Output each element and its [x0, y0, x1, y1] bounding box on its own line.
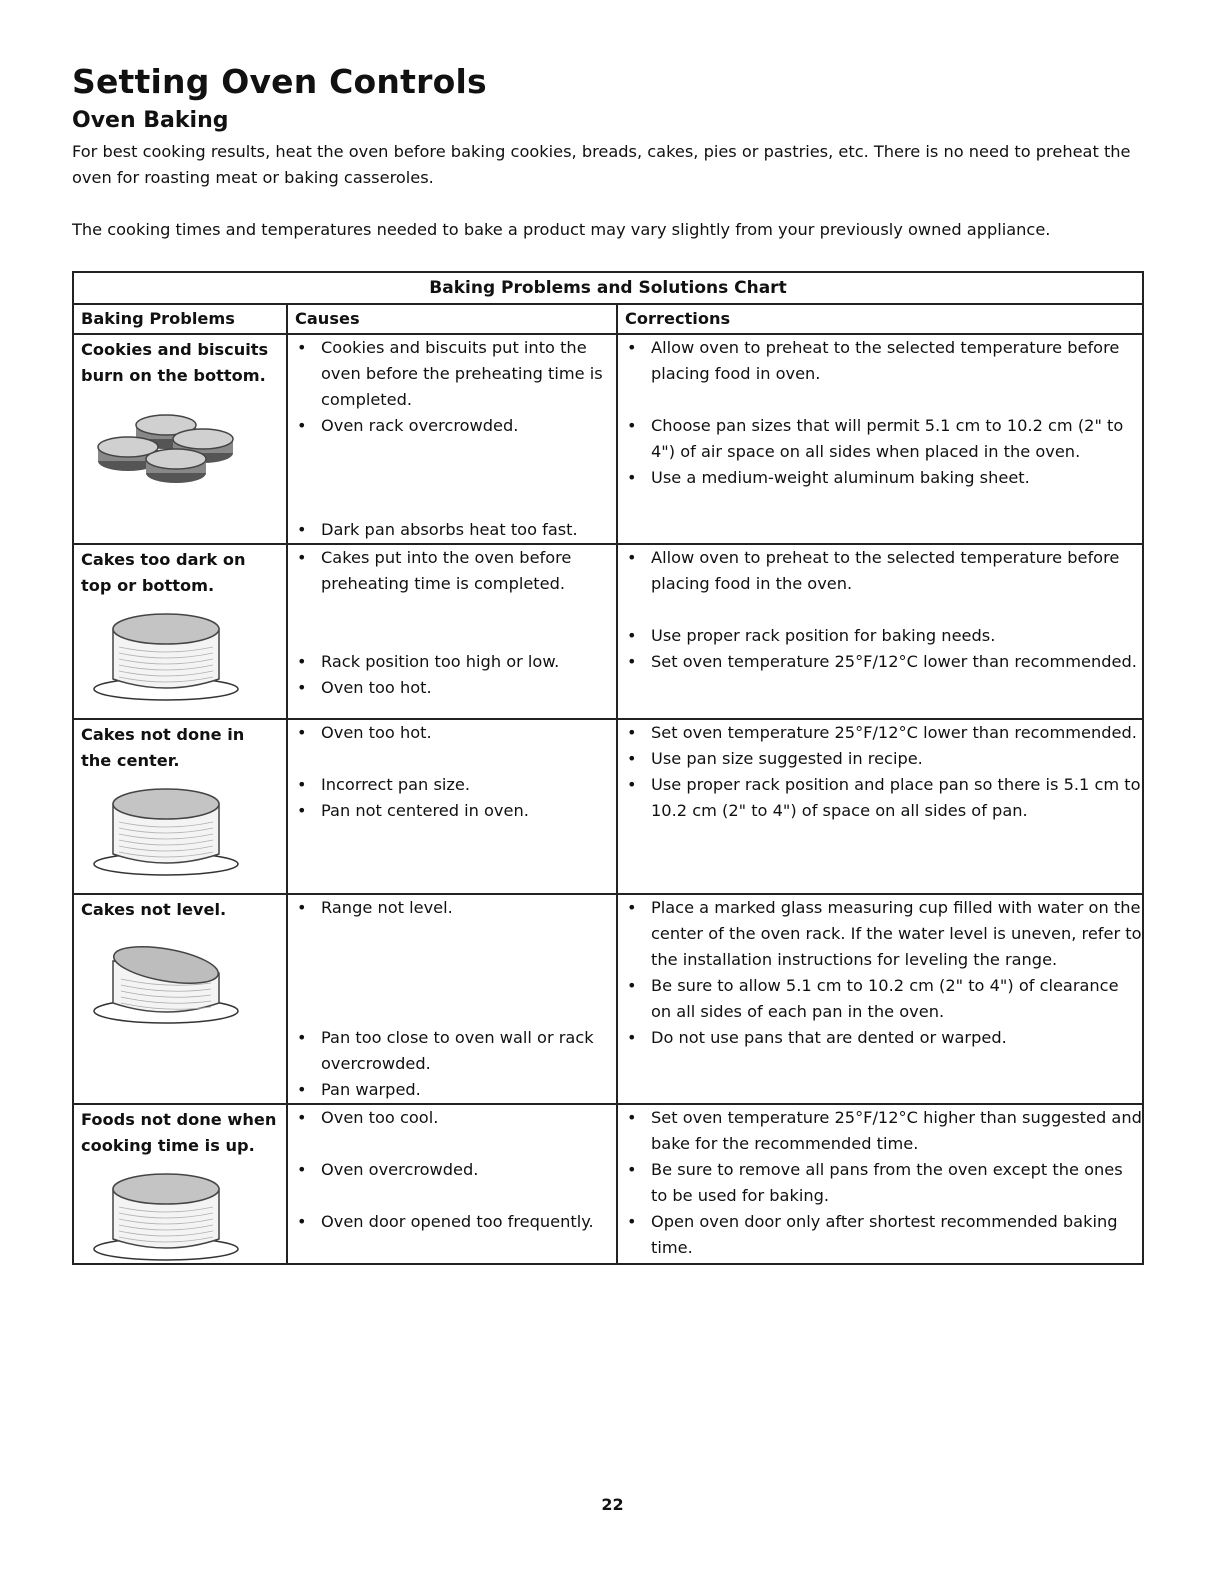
baking-problems-chart	[72, 271, 1144, 1265]
cause-item: • Cakes put into the oven before preheating time is completed.	[295, 545, 616, 597]
correction-item: • Choose pan sizes that will permit 5.1 cm to 10.2 cm (2" to 4") of air space on all sides when placed in the oven.	[625, 413, 1142, 465]
cause-item: • Oven door opened too frequently.	[295, 1209, 616, 1235]
problem-label: Foods not done when cooking time is up.	[81, 1110, 277, 1155]
correction-item: • Use proper rack position and place pan so there is 5.1 cm to 10.2 cm (2" to 4") of space on all sides of pan.	[625, 772, 1142, 824]
cake-icon	[91, 607, 241, 702]
correction-item: • Be sure to remove all pans from the oven except the ones to be used for baking.	[625, 1157, 1142, 1209]
cause-item: • Range not level.	[295, 895, 616, 921]
problem-cell	[73, 1104, 287, 1264]
cause-item: • Incorrect pan size.	[295, 772, 616, 798]
causes-cell	[287, 334, 617, 544]
correction-item: • Set oven temperature 25°F/12°C higher than suggested and bake for the recommended time.	[625, 1105, 1142, 1157]
page-title: Setting Oven Controls	[72, 62, 487, 101]
intro-paragraph: The cooking times and temperatures needed to bake a product may vary slightly from your previously owned appliance.	[72, 220, 1051, 239]
cause-item: • Pan not centered in oven.	[295, 798, 616, 824]
table-row	[73, 334, 1143, 544]
problem-label: Cakes not done in the center.	[81, 725, 245, 770]
correction-item: • Allow oven to preheat to the selected temperature before placing food in oven.	[625, 335, 1142, 387]
tilted-cake-icon	[91, 931, 241, 1026]
correction-item: • Set oven temperature 25°F/12°C lower than recommended.	[625, 720, 1142, 746]
table-row	[73, 894, 1143, 1104]
corrections-cell	[617, 719, 1143, 894]
corrections-cell	[617, 544, 1143, 719]
problem-label: Cakes too dark on top or bottom.	[81, 550, 246, 595]
problem-cell	[73, 894, 287, 1104]
cause-item: • Cookies and biscuits put into the oven before the preheating time is completed.	[295, 335, 616, 413]
cause-item: • Oven too hot.	[295, 720, 616, 746]
table-row	[73, 544, 1143, 719]
intro-paragraph: For best cooking results, heat the oven before baking cookies, breads, cakes, pies or pastries, etc. There is no need to preheat the oven for roasting meat or baking casseroles.	[72, 142, 1131, 187]
correction-item: • Do not use pans that are dented or warped.	[625, 1025, 1142, 1051]
causes-cell	[287, 894, 617, 1104]
column-header-causes: Causes	[287, 304, 617, 334]
problem-label: Cookies and biscuits burn on the bottom.	[81, 340, 269, 385]
cause-item: • Pan too close to oven wall or rack overcrowded.	[295, 1025, 616, 1077]
correction-item: • Open oven door only after shortest recommended baking time.	[625, 1209, 1142, 1261]
problem-cell	[73, 719, 287, 894]
page-number: 22	[601, 1495, 624, 1514]
correction-item: • Use a medium-weight aluminum baking sheet.	[625, 465, 1142, 491]
correction-item: • Allow oven to preheat to the selected temperature before placing food in the oven.	[625, 545, 1142, 597]
cake-icon	[91, 1167, 241, 1262]
cause-item: • Oven too cool.	[295, 1105, 616, 1131]
correction-item: • Be sure to allow 5.1 cm to 10.2 cm (2" to 4") of clearance on all sides of each pan in the oven.	[625, 973, 1142, 1025]
cookies-icon	[91, 397, 241, 492]
corrections-cell	[617, 334, 1143, 544]
column-header-corrections: Corrections	[617, 304, 1143, 334]
table-row	[73, 719, 1143, 894]
causes-cell	[287, 719, 617, 894]
cause-item: • Oven rack overcrowded.	[295, 413, 616, 439]
problem-cell	[73, 544, 287, 719]
causes-cell	[287, 544, 617, 719]
correction-item: • Use proper rack position for baking needs.	[625, 623, 1142, 649]
column-header-problems: Baking Problems	[73, 304, 287, 334]
correction-item: • Set oven temperature 25°F/12°C lower than recommended.	[625, 649, 1142, 675]
table-row	[73, 1104, 1143, 1264]
cause-item: • Pan warped.	[295, 1077, 616, 1103]
causes-cell	[287, 1104, 617, 1264]
cake-icon	[91, 782, 241, 877]
chart-title: Baking Problems and Solutions Chart	[73, 272, 1143, 304]
cause-item: • Dark pan absorbs heat too fast.	[295, 517, 616, 543]
correction-item: • Use pan size suggested in recipe.	[625, 746, 1142, 772]
cause-item: • Rack position too high or low.	[295, 649, 616, 675]
corrections-cell	[617, 1104, 1143, 1264]
correction-item: • Place a marked glass measuring cup filled with water on the center of the oven rack. If the water level is uneven, refer to the installation instructions for leveling the range.	[625, 895, 1142, 973]
problem-cell	[73, 334, 287, 544]
cause-item: • Oven too hot.	[295, 675, 616, 701]
problem-label: Cakes not level.	[81, 900, 227, 919]
cause-item: • Oven overcrowded.	[295, 1157, 616, 1183]
section-title: Oven Baking	[72, 108, 229, 133]
corrections-cell	[617, 894, 1143, 1104]
